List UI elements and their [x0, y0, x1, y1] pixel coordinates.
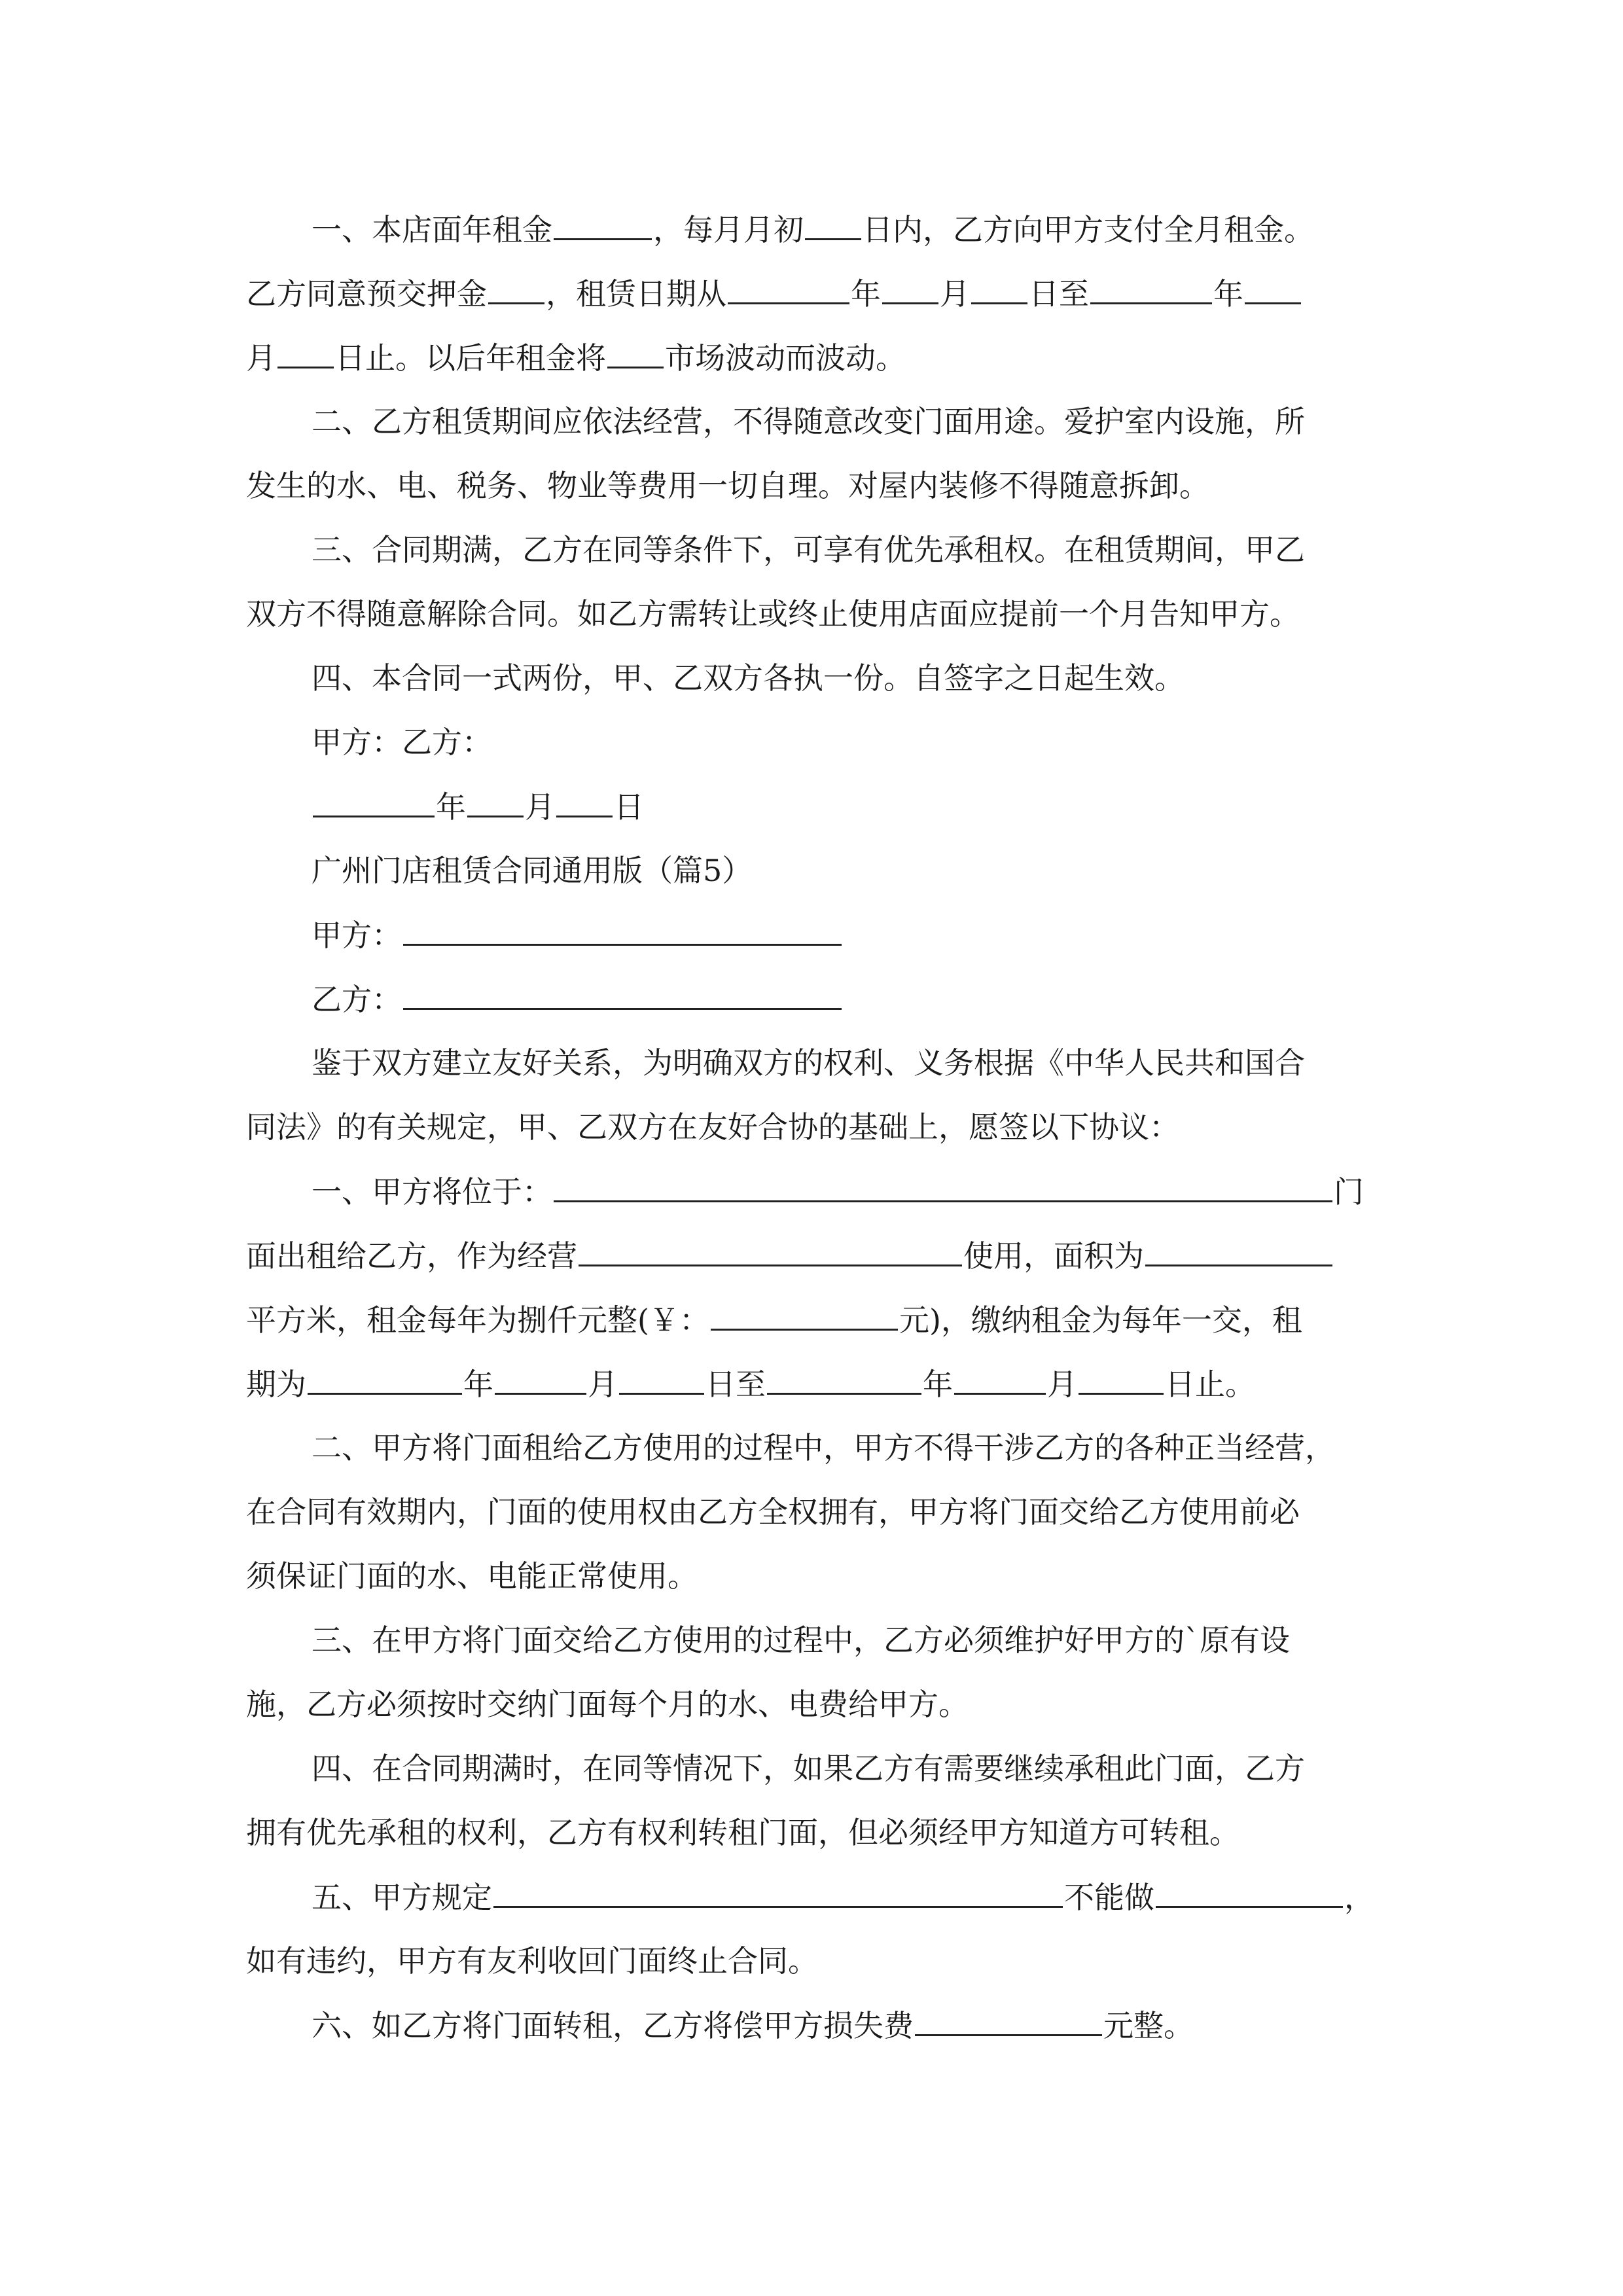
clause-usage-line-2: 发生的水、电、税务、物业等费用一切自理。对屋内装修不得随意拆卸。 — [246, 468, 1209, 503]
blank-field — [554, 209, 652, 240]
text: 日至 — [705, 1367, 766, 1402]
text: 日止。 — [1165, 1367, 1255, 1402]
text: 月 — [525, 789, 555, 825]
clause-renewal-line-2: 双方不得随意解除合同。如乙方需转让或终止使用店面应提前一个月告知甲方。 — [246, 596, 1300, 632]
blank-field — [308, 1364, 462, 1395]
text: 元)，缴纳租金为每年一交，租 — [899, 1302, 1302, 1338]
blank-field — [805, 209, 861, 240]
text: 日止。以后年租金将 — [335, 340, 606, 376]
text: 元整。 — [1103, 2008, 1194, 2043]
clause-restriction-line-2: 如有违约，甲方有友利收回门面终止合同。 — [246, 1943, 818, 1979]
party-a-line — [312, 915, 843, 954]
signature-line: 甲方：乙方： — [312, 725, 492, 760]
text: 不能做 — [1064, 1880, 1154, 1915]
clause-rent-line-3 — [246, 338, 906, 377]
clause-location-line-2 — [246, 1236, 1334, 1275]
clause-operation-line-2: 在合同有效期内，门面的使用权由乙方全权拥有，甲方将门面交给乙方使用前必 — [246, 1494, 1300, 1530]
clause-rent-line-1 — [312, 209, 1314, 249]
blank-field — [767, 1364, 921, 1395]
clause-copies: 四、本合同一式两份，甲、乙双方各执一份。自签字之日起生效。 — [312, 660, 1185, 696]
clause-maintenance-line-1: 三、在甲方将门面交给乙方使用的过程中，乙方必须维护好甲方的`原有设 — [312, 1623, 1290, 1658]
text: 日至 — [1029, 276, 1089, 312]
text: 使用，面积为 — [963, 1238, 1144, 1274]
blank-field — [488, 274, 544, 304]
blank-field — [607, 338, 664, 368]
blank-field — [882, 274, 938, 304]
text: 一、甲方将位于： — [312, 1174, 552, 1210]
clause-renewal-line-1: 三、合同期满，乙方在同等条件下，可享有优先承租权。在租赁期间，甲乙 — [312, 532, 1305, 567]
blank-field — [1145, 1236, 1332, 1266]
clause-expiry-line-2: 拥有优先承租的权利，乙方有权利转租门面，但必须经甲方知道方可转租。 — [246, 1815, 1240, 1850]
text: ，租赁日期从 — [546, 276, 726, 312]
blank-field — [1245, 274, 1301, 304]
text: 乙方： — [312, 982, 402, 1017]
clause-sublease — [312, 2005, 1194, 2045]
clause-maintenance-line-2: 施，乙方必须按时交纳门面每个月的水、电费给甲方。 — [246, 1687, 969, 1722]
blank-field — [728, 274, 849, 304]
text: 日内，乙方向甲方支付全月租金。 — [863, 212, 1314, 247]
text: ，每月月初 — [653, 212, 804, 247]
blank-field — [711, 1300, 898, 1331]
text: 年 — [436, 789, 466, 825]
blank-field — [579, 1236, 962, 1266]
text: 年 — [923, 1367, 953, 1402]
text: 日 — [614, 789, 644, 825]
text: 月 — [940, 276, 970, 312]
text: 甲方： — [312, 918, 402, 953]
section-title: 广州门店租赁合同通用版（篇5） — [312, 853, 753, 888]
text: 平方米，租金每年为捌仟元整(￥： — [246, 1302, 709, 1338]
text: ， — [1344, 1880, 1374, 1915]
blank-field — [493, 1877, 1063, 1908]
text: 年 — [851, 276, 881, 312]
blank-field — [277, 338, 334, 368]
blank-field — [915, 2005, 1102, 2036]
text: 乙方同意预交押金 — [246, 276, 487, 312]
clause-location-line-3 — [246, 1300, 1302, 1339]
clause-location-line-4 — [246, 1364, 1255, 1403]
blank-field — [619, 1364, 704, 1395]
blank-field — [313, 787, 435, 817]
text: 年 — [463, 1367, 493, 1402]
intro-line-2: 同法》的有关规定，甲、乙双方在友好合协的基础上，愿签以下协议： — [246, 1109, 1179, 1145]
text: 市场波动而波动。 — [665, 340, 906, 376]
clause-operation-line-3: 须保证门面的水、电能正常使用。 — [246, 1558, 698, 1594]
blank-field — [495, 1364, 586, 1395]
text: 月 — [246, 340, 276, 376]
date-line — [312, 787, 644, 826]
intro-line-1: 鉴于双方建立友好关系，为明确双方的权利、义务根据《中华人民共和国合 — [312, 1045, 1305, 1081]
blank-field — [403, 915, 842, 946]
text: 月 — [588, 1367, 618, 1402]
text: 五、甲方规定 — [312, 1880, 492, 1915]
clause-usage-line-1: 二、乙方租赁期间应依法经营，不得随意改变门面用途。爱护室内设施，所 — [312, 404, 1305, 439]
blank-field — [1156, 1877, 1343, 1908]
text: 月 — [1047, 1367, 1077, 1402]
clause-expiry-line-1: 四、在合同期满时，在同等情况下，如果乙方有需要继续承租此门面，乙方 — [312, 1751, 1305, 1786]
blank-field — [1090, 274, 1212, 304]
text: 期为 — [246, 1367, 306, 1402]
blank-field — [556, 787, 613, 817]
text: 年 — [1213, 276, 1243, 312]
blank-field — [954, 1364, 1046, 1395]
party-b-line — [312, 979, 843, 1018]
blank-field — [1079, 1364, 1164, 1395]
blank-field — [971, 274, 1027, 304]
text: 门 — [1334, 1174, 1364, 1210]
blank-field — [554, 1172, 1332, 1202]
blank-field — [403, 979, 842, 1010]
clause-restriction-line-1 — [312, 1877, 1374, 1916]
text: 六、如乙方将门面转租，乙方将偿甲方损失费 — [312, 2008, 914, 2043]
text: 一、本店面年租金 — [312, 212, 552, 247]
clause-rent-line-2 — [246, 274, 1302, 313]
clause-location-line-1 — [312, 1172, 1364, 1211]
clause-operation-line-1: 二、甲方将门面租给乙方使用的过程中，甲方不得干涉乙方的各种正当经营， — [312, 1430, 1335, 1465]
text: 面出租给乙方，作为经营 — [246, 1238, 577, 1274]
blank-field — [467, 787, 524, 817]
